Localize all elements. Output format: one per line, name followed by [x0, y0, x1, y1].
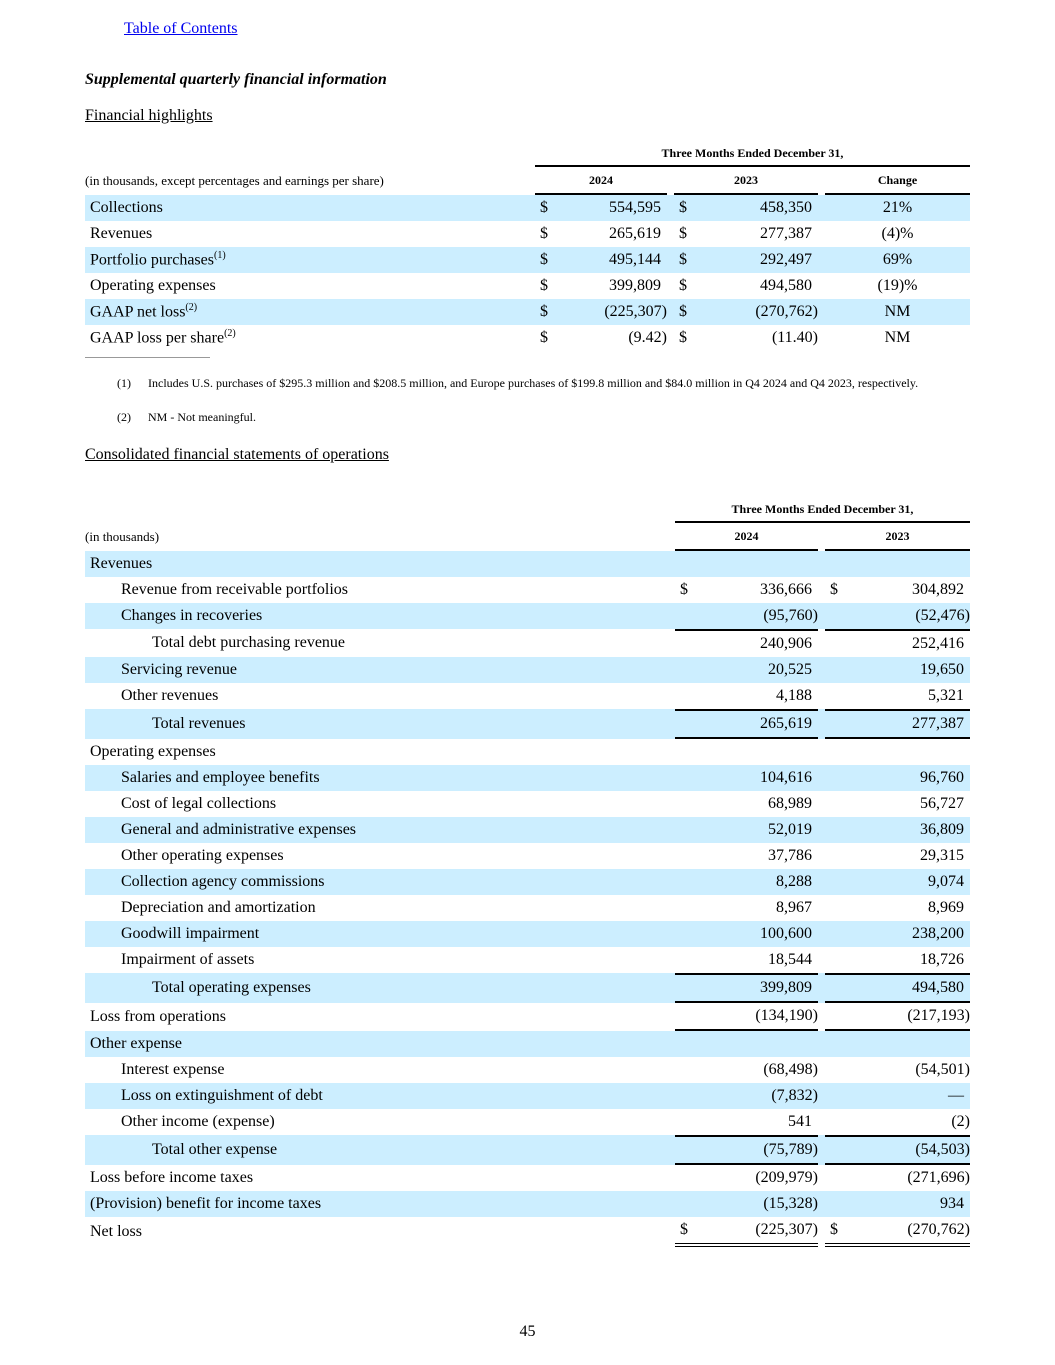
- value-2024: 265,619: [705, 709, 818, 739]
- currency-symbol: $: [674, 299, 704, 325]
- table-row: [85, 1165, 970, 1191]
- currency-symbol: [825, 947, 855, 973]
- value-2023: 292,497: [704, 247, 818, 273]
- value-2024: (68,498): [763, 1061, 818, 1078]
- row-label: Loss before income taxes: [90, 1169, 254, 1186]
- table-row: [85, 325, 970, 351]
- col-2023: 2023: [825, 523, 970, 551]
- currency-symbol: [675, 1003, 705, 1031]
- value-2024: 240,906: [705, 629, 818, 657]
- value-2023: (270,762): [704, 299, 818, 325]
- value-change: NM: [884, 329, 911, 346]
- currency-symbol: [675, 709, 705, 739]
- value-2023: [855, 1031, 970, 1057]
- value-2024: (15,328): [705, 1191, 818, 1217]
- spacer: [818, 1165, 825, 1191]
- spacer: [667, 273, 674, 299]
- table-row: [85, 683, 970, 709]
- currency-symbol: [675, 843, 705, 869]
- spacer: [818, 1031, 825, 1057]
- value-2023: 304,892: [912, 581, 964, 598]
- currency-symbol: [825, 817, 855, 843]
- table-row: [85, 221, 970, 247]
- financial-highlights-table: [85, 141, 970, 351]
- value-2023: 934: [855, 1191, 970, 1217]
- value-2024: 100,600: [705, 921, 818, 947]
- spacer: [818, 765, 825, 791]
- spacer: [818, 895, 825, 921]
- row-label: Loss from operations: [90, 1008, 226, 1025]
- value-2023: 96,760: [855, 765, 970, 791]
- spacer: [818, 1057, 825, 1083]
- spacer: [818, 1109, 825, 1135]
- value-change: 21%: [825, 195, 970, 221]
- value-2024: [705, 551, 818, 577]
- value-2024: 495,144: [565, 247, 667, 273]
- currency-symbol: [675, 1191, 705, 1217]
- currency-symbol: $: [540, 329, 548, 346]
- row-label: Net loss: [90, 1223, 142, 1240]
- currency-symbol: [675, 1031, 705, 1057]
- currency-symbol: [675, 921, 705, 947]
- currency-symbol: [825, 629, 855, 657]
- currency-symbol: [675, 657, 705, 683]
- currency-symbol: [675, 765, 705, 791]
- table-row: [85, 817, 970, 843]
- currency-symbol: $: [830, 581, 838, 598]
- value-2024: (9.42): [628, 329, 667, 346]
- currency-symbol: [825, 1135, 855, 1165]
- label-text: Operating expenses: [90, 277, 216, 294]
- table-row: [85, 973, 970, 1003]
- value-2023: 458,350: [704, 195, 818, 221]
- spacer: [818, 683, 825, 709]
- currency-symbol: $: [535, 299, 565, 325]
- row-label: Total debt purchasing revenue: [152, 634, 346, 651]
- currency-symbol: [825, 657, 855, 683]
- value-2024: (75,789): [705, 1135, 818, 1165]
- spacer: [818, 1083, 825, 1109]
- spacer: [818, 551, 825, 577]
- currency-symbol: [675, 791, 705, 817]
- col-2023: 2023: [674, 167, 818, 195]
- value-2023: 18,726: [920, 951, 964, 968]
- value-2023: (52,476): [855, 603, 970, 629]
- footnote-number: (1): [117, 376, 131, 390]
- spacer: [818, 603, 825, 629]
- period-header: Three Months Ended December 31,: [535, 141, 970, 167]
- table-row: [85, 1083, 970, 1109]
- value-2023: (271,696): [907, 1169, 970, 1186]
- row-label: Revenues: [85, 551, 675, 577]
- currency-symbol: [675, 1057, 705, 1083]
- table-row: [85, 299, 970, 325]
- currency-symbol: $: [825, 1217, 855, 1247]
- value-2023: 494,580: [855, 973, 970, 1003]
- value-2024: (134,190): [705, 1003, 818, 1031]
- col-2024: 2024: [535, 167, 667, 195]
- table-row: [85, 1217, 970, 1247]
- currency-symbol: [675, 817, 705, 843]
- spacer: [818, 1191, 825, 1217]
- value-2023: (54,501): [915, 1061, 970, 1078]
- value-2023: 277,387: [855, 709, 970, 739]
- currency-symbol: [825, 869, 855, 895]
- table-row: [85, 603, 970, 629]
- currency-symbol: [825, 843, 855, 869]
- value-2023: [855, 739, 970, 765]
- value-2023: 9,074: [855, 869, 970, 895]
- currency-symbol: $: [679, 277, 687, 294]
- table-of-contents-link[interactable]: Table of Contents: [124, 20, 238, 37]
- value-2024: 4,188: [776, 687, 812, 704]
- unit-note: (in thousands, except percentages and earnings per share): [85, 173, 384, 188]
- row-label: Servicing revenue: [85, 657, 675, 683]
- value-change: NM: [825, 299, 970, 325]
- value-2024: 399,809: [705, 973, 818, 1003]
- row-label: Total revenues: [85, 709, 675, 739]
- value-2023: (11.40): [771, 329, 818, 346]
- spacer: [667, 299, 674, 325]
- value-2024: (95,760): [705, 603, 818, 629]
- table-row: [85, 1135, 970, 1165]
- currency-symbol: $: [540, 225, 548, 242]
- value-2023: 19,650: [855, 657, 970, 683]
- spacer: [818, 869, 825, 895]
- table-row: [85, 947, 970, 973]
- spacer: [818, 1003, 825, 1031]
- row-label: Collection agency commissions: [85, 869, 675, 895]
- value-2024: (225,307): [565, 299, 667, 325]
- page-number: 45: [519, 1323, 536, 1340]
- currency-symbol: [825, 1083, 855, 1109]
- value-2023: 277,387: [760, 225, 812, 242]
- spacer: [667, 325, 674, 351]
- value-2023: (54,503): [855, 1135, 970, 1165]
- currency-symbol: [675, 629, 705, 657]
- footnote-1: [117, 375, 977, 407]
- table-row: [85, 1109, 970, 1135]
- currency-symbol: $: [535, 247, 565, 273]
- spacer: [818, 629, 825, 657]
- row-label: Total other expense: [85, 1135, 675, 1165]
- value-2024: 554,595: [565, 195, 667, 221]
- currency-symbol: [825, 1165, 855, 1191]
- table-row: [85, 1191, 970, 1217]
- row-label: Salaries and employee benefits: [85, 765, 675, 791]
- value-2024: 265,619: [609, 225, 661, 242]
- footnote-ref: (1): [213, 250, 226, 262]
- currency-symbol: [675, 1135, 705, 1165]
- value-2024: 20,525: [705, 657, 818, 683]
- value-2023: 238,200: [855, 921, 970, 947]
- row-label: Changes in recoveries: [85, 603, 675, 629]
- label-text: Portfolio purchases: [90, 251, 214, 269]
- row-label: [85, 195, 535, 221]
- currency-symbol: [825, 791, 855, 817]
- value-2023: 5,321: [928, 687, 964, 704]
- currency-symbol: [825, 739, 855, 765]
- spacer: [818, 221, 825, 247]
- currency-symbol: [675, 895, 705, 921]
- value-2024: [705, 1031, 818, 1057]
- spacer: [667, 221, 674, 247]
- value-2023: 36,809: [855, 817, 970, 843]
- spacer: [818, 299, 825, 325]
- footnote-text: NM - Not meaningful.: [148, 410, 256, 424]
- spacer: [818, 1135, 825, 1165]
- row-label: Other operating expenses: [121, 847, 284, 864]
- currency-symbol: [675, 947, 705, 973]
- value-2024: (209,979): [755, 1169, 818, 1186]
- spacer: [818, 817, 825, 843]
- currency-symbol: $: [674, 247, 704, 273]
- table-row: [85, 765, 970, 791]
- value-2023: —: [855, 1083, 970, 1109]
- row-label: (Provision) benefit for income taxes: [85, 1191, 675, 1217]
- value-2024: 104,616: [705, 765, 818, 791]
- currency-symbol: [675, 603, 705, 629]
- currency-symbol: [675, 683, 705, 709]
- value-2023: [855, 551, 970, 577]
- spacer: [818, 709, 825, 739]
- operations-table: [85, 497, 970, 1247]
- operations-heading: Consolidated financial statements of operations: [85, 446, 389, 463]
- table-row: [85, 843, 970, 869]
- value-change: 69%: [825, 247, 970, 273]
- spacer: [818, 273, 825, 299]
- spacer: [818, 325, 825, 351]
- currency-symbol: [825, 683, 855, 709]
- value-2024: (225,307): [705, 1217, 818, 1247]
- currency-symbol: [675, 739, 705, 765]
- col-change: Change: [825, 167, 970, 195]
- value-2024: 68,989: [768, 795, 812, 812]
- currency-symbol: [825, 895, 855, 921]
- row-label: [85, 325, 535, 351]
- currency-symbol: [675, 1109, 705, 1135]
- value-change: (19)%: [877, 277, 918, 294]
- row-label: Goodwill impairment: [85, 921, 675, 947]
- currency-symbol: [825, 765, 855, 791]
- spacer: [818, 973, 825, 1003]
- value-2023: (2): [951, 1113, 970, 1130]
- spacer: [818, 1217, 825, 1247]
- row-label: Other revenues: [121, 687, 219, 704]
- spacer: [818, 247, 825, 273]
- currency-symbol: [825, 1003, 855, 1031]
- row-label: Loss on extinguishment of debt: [85, 1083, 675, 1109]
- currency-symbol: $: [679, 329, 687, 346]
- table-row: [85, 791, 970, 817]
- currency-symbol: [675, 1083, 705, 1109]
- currency-symbol: [675, 551, 705, 577]
- row-label: Other expense: [85, 1031, 675, 1057]
- value-2024: 8,288: [705, 869, 818, 895]
- row-label: [85, 247, 535, 273]
- row-label: [85, 273, 535, 299]
- table-row: [85, 577, 970, 603]
- unit-note: (in thousands): [85, 529, 160, 544]
- spacer: [818, 657, 825, 683]
- table-row: [85, 1031, 970, 1057]
- value-2024: [705, 739, 818, 765]
- currency-symbol: $: [535, 195, 565, 221]
- footnote-divider: [85, 357, 210, 358]
- currency-symbol: [825, 1191, 855, 1217]
- table-row: [85, 1003, 970, 1031]
- currency-symbol: [675, 869, 705, 895]
- currency-symbol: [825, 1031, 855, 1057]
- row-label: [85, 221, 535, 247]
- row-label: Revenue from receivable portfolios: [121, 581, 349, 598]
- value-2024: 541: [788, 1113, 812, 1130]
- row-label: Impairment of assets: [121, 951, 255, 968]
- currency-symbol: [825, 709, 855, 739]
- value-2024: 52,019: [705, 817, 818, 843]
- col-2024: 2024: [675, 523, 818, 551]
- row-label: Depreciation and amortization: [121, 899, 316, 916]
- spacer: [818, 739, 825, 765]
- currency-symbol: [825, 973, 855, 1003]
- table-row: [85, 1057, 970, 1083]
- table-row: [85, 551, 970, 577]
- financial-highlights-heading: Financial highlights: [85, 107, 213, 124]
- currency-symbol: $: [680, 581, 688, 598]
- value-2023: (270,762): [855, 1217, 970, 1247]
- value-2023: 8,969: [928, 899, 964, 916]
- currency-symbol: [825, 603, 855, 629]
- value-2024: 8,967: [776, 899, 812, 916]
- row-label: Total operating expenses: [85, 973, 675, 1003]
- table-row: [85, 869, 970, 895]
- footnote-ref: (2): [185, 302, 198, 314]
- value-change: (4)%: [881, 225, 914, 242]
- footnote-ref: (2): [224, 328, 236, 340]
- currency-symbol: [675, 973, 705, 1003]
- spacer: [818, 843, 825, 869]
- currency-symbol: $: [540, 277, 548, 294]
- currency-symbol: [825, 1057, 855, 1083]
- spacer: [818, 791, 825, 817]
- footnote-number: (2): [117, 410, 131, 424]
- label-text: GAAP loss per share: [90, 329, 225, 347]
- value-2024: 37,786: [768, 847, 812, 864]
- footnote-text: Includes U.S. purchases of $295.3 million and $208.5 million, and Europe purchases of $199.8 million and $84.0 million in Q4 2024 and Q4 2023, respectively.: [148, 376, 919, 390]
- table-row: [85, 629, 970, 657]
- value-2023: 252,416: [855, 629, 970, 657]
- spacer: [818, 947, 825, 973]
- currency-symbol: [825, 551, 855, 577]
- spacer: [667, 195, 674, 221]
- currency-symbol: [825, 921, 855, 947]
- row-label: Interest expense: [121, 1061, 225, 1078]
- table-row: [85, 895, 970, 921]
- table-row: [85, 195, 970, 221]
- table-row: [85, 921, 970, 947]
- table-row: [85, 739, 970, 765]
- row-label: Other income (expense): [121, 1113, 275, 1130]
- value-2023: 56,727: [920, 795, 964, 812]
- currency-symbol: $: [675, 1217, 705, 1247]
- period-header: Three Months Ended December 31,: [675, 497, 970, 523]
- label-text: Collections: [90, 199, 163, 216]
- spacer: [818, 577, 825, 603]
- row-label: [85, 299, 535, 325]
- currency-symbol: [675, 1165, 705, 1191]
- value-2023: (217,193): [855, 1003, 970, 1031]
- spacer: [818, 195, 825, 221]
- table-row: [85, 247, 970, 273]
- value-2024: 399,809: [609, 277, 661, 294]
- row-label: Operating expenses: [90, 743, 216, 760]
- currency-symbol: [825, 1109, 855, 1135]
- value-2023: 29,315: [920, 847, 964, 864]
- value-2023: 494,580: [760, 277, 812, 294]
- currency-symbol: $: [679, 225, 687, 242]
- spacer: [818, 921, 825, 947]
- label-text: GAAP net loss: [90, 303, 186, 321]
- row-label: Cost of legal collections: [121, 795, 277, 812]
- value-2024: 336,666: [760, 581, 812, 598]
- row-label: General and administrative expenses: [85, 817, 675, 843]
- section-title: Supplemental quarterly financial information: [85, 71, 387, 88]
- table-row: [85, 709, 970, 739]
- spacer: [667, 247, 674, 273]
- table-row: [85, 273, 970, 299]
- value-2024: 18,544: [768, 951, 812, 968]
- value-2024: (7,832): [705, 1083, 818, 1109]
- currency-symbol: $: [674, 195, 704, 221]
- label-text: Revenues: [90, 225, 153, 242]
- table-row: [85, 657, 970, 683]
